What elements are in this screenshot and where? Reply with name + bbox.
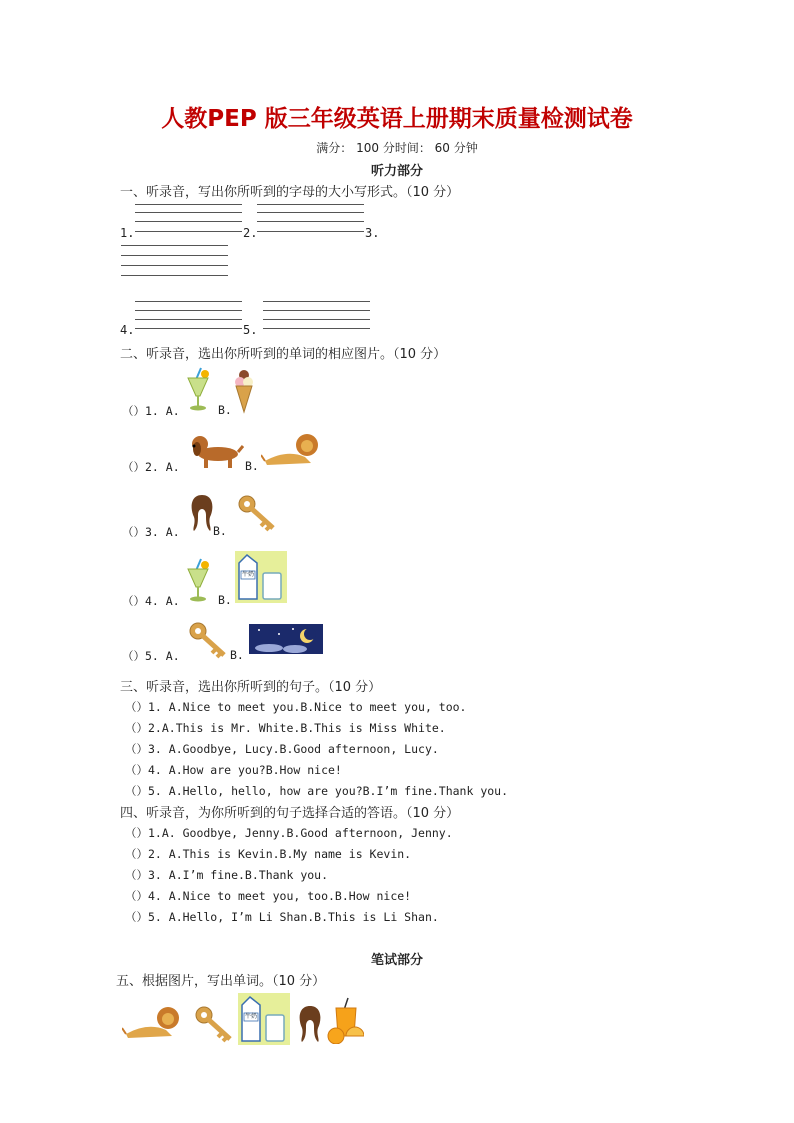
writing-line[interactable] <box>135 301 242 302</box>
writing-line[interactable] <box>135 319 242 320</box>
question-lead: （）4. A. <box>122 594 180 608</box>
writing-line[interactable] <box>263 328 370 329</box>
option-b-label: B. <box>218 593 232 607</box>
writing-line[interactable] <box>135 231 242 232</box>
writing-line[interactable] <box>121 265 228 266</box>
hair-icon[interactable] <box>188 493 216 533</box>
juice-icon[interactable] <box>185 366 211 412</box>
section3-heading: 三、听录音，选出你所听到的句子。（10 分） <box>120 680 382 695</box>
ice-cream-icon[interactable] <box>234 368 254 414</box>
key-icon[interactable] <box>237 494 279 532</box>
question-item: （）3. A.Goodbye, Lucy.B.Good afternoon, Lucy. <box>125 742 439 756</box>
question-item: （）4. A.Nice to meet you, too.B.How nice! <box>125 889 412 903</box>
writing-line[interactable] <box>263 301 370 302</box>
option-b-label: B. <box>218 403 232 417</box>
writing-line[interactable] <box>121 255 228 256</box>
writing-line[interactable] <box>135 221 242 222</box>
question-item: （）2. A.This is Kevin.B.My name is Kevin. <box>125 847 412 861</box>
lion-icon[interactable] <box>122 1006 184 1042</box>
section4-heading: 四、听录音，为你所听到的句子选择合适的答语。（10 分） <box>120 806 460 821</box>
writing-line[interactable] <box>263 319 370 320</box>
writing-line[interactable] <box>257 221 364 222</box>
writing-line[interactable] <box>135 310 242 311</box>
hair-icon[interactable] <box>296 1004 324 1044</box>
writing-line[interactable] <box>121 275 228 276</box>
writing-line[interactable] <box>135 212 242 213</box>
writing-line[interactable] <box>257 212 364 213</box>
question-item: （）3. A.I’m fine.B.Thank you. <box>125 868 329 882</box>
question-lead: （）3. A. <box>122 525 180 539</box>
listening-section-header: 听力部分 <box>370 164 423 179</box>
night-icon[interactable] <box>249 624 323 654</box>
option-b-label: B. <box>213 524 227 538</box>
dog-icon[interactable] <box>188 432 244 472</box>
writing-line[interactable] <box>257 204 364 205</box>
page-title: 人教PEP 版三年级英语上册期末质量检测试卷 <box>161 106 633 132</box>
key-icon[interactable] <box>188 621 230 659</box>
item-number: 5. <box>243 323 258 337</box>
question-lead: （）2. A. <box>122 460 180 474</box>
item-number: 2. <box>243 226 258 240</box>
milk-icon[interactable] <box>238 993 290 1045</box>
writing-line[interactable] <box>135 328 242 329</box>
key-icon[interactable] <box>194 1005 236 1043</box>
writing-line[interactable] <box>135 204 242 205</box>
question-lead: （）5. A. <box>122 649 180 663</box>
writing-line[interactable] <box>121 245 228 246</box>
question-item: （）1. A.Nice to meet you.B.Nice to meet you, too. <box>125 700 467 714</box>
juice-icon[interactable] <box>185 557 211 603</box>
question-item: （）5. A.Hello, hello, how are you?B.I’m fine.Thank you. <box>125 784 509 798</box>
option-b-label: B. <box>245 459 259 473</box>
milk-carton-label: 牛奶 <box>242 571 255 578</box>
orange-juice-icon[interactable] <box>326 996 364 1044</box>
question-item: （）4. A.How are you?B.How nice! <box>125 763 342 777</box>
lion-icon[interactable] <box>261 433 323 469</box>
section5-heading: 五、根据图片，写出单词。（10 分） <box>116 974 326 989</box>
milk-carton-label: 牛奶 <box>245 1013 258 1020</box>
question-item: （）2.A.This is Mr. White.B.This is Miss White. <box>125 721 446 735</box>
item-number: 1. <box>120 226 135 240</box>
question-item: （）5. A.Hello, I’m Li Shan.B.This is Li Shan. <box>125 910 439 924</box>
item-number: 4. <box>120 323 135 337</box>
option-b-label: B. <box>230 648 244 662</box>
writing-section-header: 笔试部分 <box>370 953 423 968</box>
section2-heading: 二、听录音，选出你所听到的单词的相应图片。（10 分） <box>120 347 447 362</box>
writing-line[interactable] <box>257 231 364 232</box>
score-time-line: 满分： 100 分时间： 60 分钟 <box>316 141 478 155</box>
milk-icon[interactable] <box>235 551 287 603</box>
question-lead: （）1. A. <box>122 404 180 418</box>
question-item: （）1.A. Goodbye, Jenny.B.Good afternoon, Jenny. <box>125 826 453 840</box>
writing-line[interactable] <box>263 310 370 311</box>
item-number: 3. <box>365 226 380 240</box>
section1-heading: 一、听录音，写出你所听到的字母的大小写形式。（10 分） <box>120 185 460 200</box>
